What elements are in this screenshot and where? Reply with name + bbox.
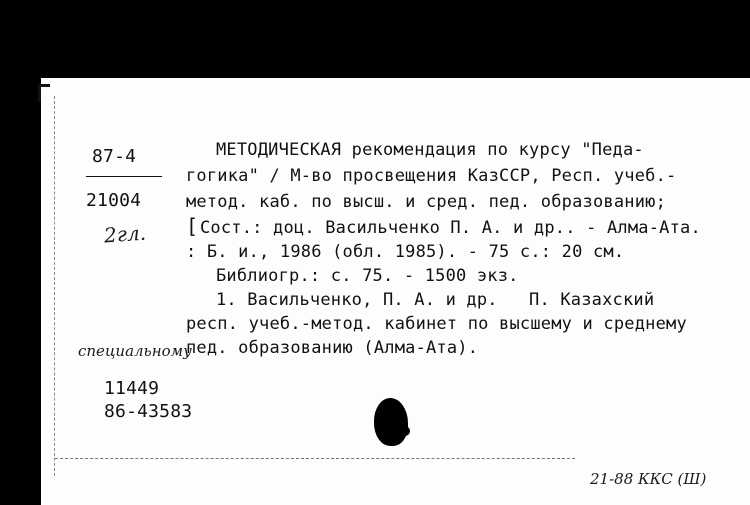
- accession-number-2: 86-43583: [104, 401, 193, 422]
- body-line-5: : Б. и., 1986 (обл. 1985). - 75 с.: 20 см.: [186, 242, 625, 262]
- card-top-edge: [41, 78, 750, 86]
- body-line-8: респ. учеб.-метод. кабинет по высшему и среднему: [186, 314, 687, 334]
- call-number-divider: [86, 176, 162, 177]
- body-line-7: 1. Васильченко, П. А. и др. П. Казахский: [216, 290, 655, 310]
- ink-blot: [374, 398, 408, 446]
- corner-mark: [38, 84, 50, 102]
- body-line-1: МЕТОДИЧЕСКАЯ рекомендация по курсу "Педа-: [216, 140, 644, 160]
- body-line-2: гогика" / М-во просвещения КазССР, Респ. учеб.-: [186, 166, 677, 186]
- body-line-3: метод. каб. по высш. и сред. пед. образованию;: [186, 192, 667, 212]
- accession-number-1: 11449: [104, 378, 160, 399]
- body-line-6: Библиогр.: с. 75. - 1500 экз.: [216, 266, 519, 286]
- margin-handwritten-note: специальному: [78, 342, 192, 360]
- call-number-bottom: 21004: [86, 190, 142, 211]
- body-line-4: Сост.: доц. Васильченко П. А. и др.. - Алма-Ата.: [200, 218, 701, 238]
- body-line-9: пед. образованию (Алма-Ата).: [186, 338, 479, 358]
- ink-blot-drip: [400, 426, 410, 436]
- margin-rule: [54, 96, 55, 476]
- footer-handwritten-note: 21-88 ККС (Ш): [590, 470, 707, 488]
- call-number-top: 87-4: [92, 146, 137, 167]
- bottom-rule: [55, 458, 575, 459]
- bracket-open: [: [186, 214, 199, 238]
- handwritten-call-note: 2гл.: [103, 220, 147, 248]
